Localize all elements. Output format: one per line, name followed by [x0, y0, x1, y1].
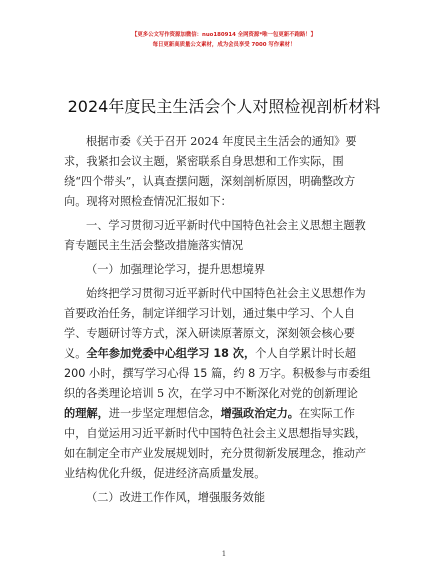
promo-banner-line-2: 每日更新高质量公文素材，成为会员享受 7000 写作素材！: [152, 42, 296, 48]
paragraph-line: 业结构优化升级，促进经济高质量发展。: [64, 467, 266, 480]
intro-line: 根据市委《关于召开 2024 年度民主生活会的通知》要: [86, 135, 357, 148]
paragraph-line: [64, 404, 384, 424]
document-title: 2024年度民主生活会个人对照检视剖析材料: [67, 97, 381, 116]
subheading-1: （一）加强理论学习，提升思想境界: [86, 263, 266, 276]
paragraph-line: 如在制定全市产业发展规划时，充分贯彻新发展理念，推动产: [64, 447, 367, 460]
text-run: 积极参与市委组: [292, 367, 371, 380]
intro-line: 绕“四个带头”，认真查摆问题，深刻剖析原因，明确整改方: [64, 175, 356, 188]
section-heading-line: 育专题民主生活会整改措施落实情况: [64, 239, 244, 252]
intro-line: 向。现将对照检查情况汇报如下：: [64, 195, 232, 208]
emphasis-text: 200 小时，撰写学习心得 15 篇，约 8 万字。: [64, 367, 293, 380]
intro-paragraph: [64, 132, 384, 212]
paragraph-line: 学、专题研讨等方式，深入研读原著原文，深刻领会核心要: [64, 327, 355, 340]
paragraph-line: [64, 344, 384, 364]
paragraph-line: 首要政治任务，制定详细学习计划，通过集中学习、个人自: [64, 307, 355, 320]
paragraph-1: [64, 284, 384, 484]
text-run: 义。: [64, 347, 87, 360]
paragraph-line: [64, 364, 384, 384]
section-heading-line: 一、学习贯彻习近平新时代中国特色社会主义思想主题教: [86, 219, 366, 232]
paragraph-line: 织的各类理论培训 5 次，在学习中不断深化对党的创新理论: [64, 387, 358, 400]
emphasis-text: 在实际工作: [298, 407, 355, 420]
text-run: 进一步坚定理想信念，: [108, 407, 221, 420]
document-body: [64, 132, 384, 508]
intro-line: 求，我紧扣会议主题，紧密联系自身思想和工作实际，围: [64, 155, 344, 168]
text-run: 个人自学累计时长超: [255, 347, 356, 360]
page-number: 1: [221, 550, 227, 558]
emphasis-text: 全年参加党委中心组学习 18 次，: [86, 347, 256, 360]
promo-banner-line-1: 【更多公文写作资源加微信：nuo180914 全网资源*唯一包更新不跑路！】: [131, 32, 317, 38]
emphasis-text: 增强政治定力。: [220, 407, 299, 420]
emphasis-text: 的理解，: [64, 407, 109, 420]
paragraph-line: 中，自觉运用习近平新时代中国特色社会主义思想指导实践，: [64, 427, 367, 440]
section-heading-1: [64, 216, 384, 256]
paragraph-line: 始终把学习贯彻习近平新时代中国特色社会主义思想作为: [86, 287, 366, 300]
subheading-2: （二）改进工作作风，增强服务效能: [86, 491, 266, 504]
